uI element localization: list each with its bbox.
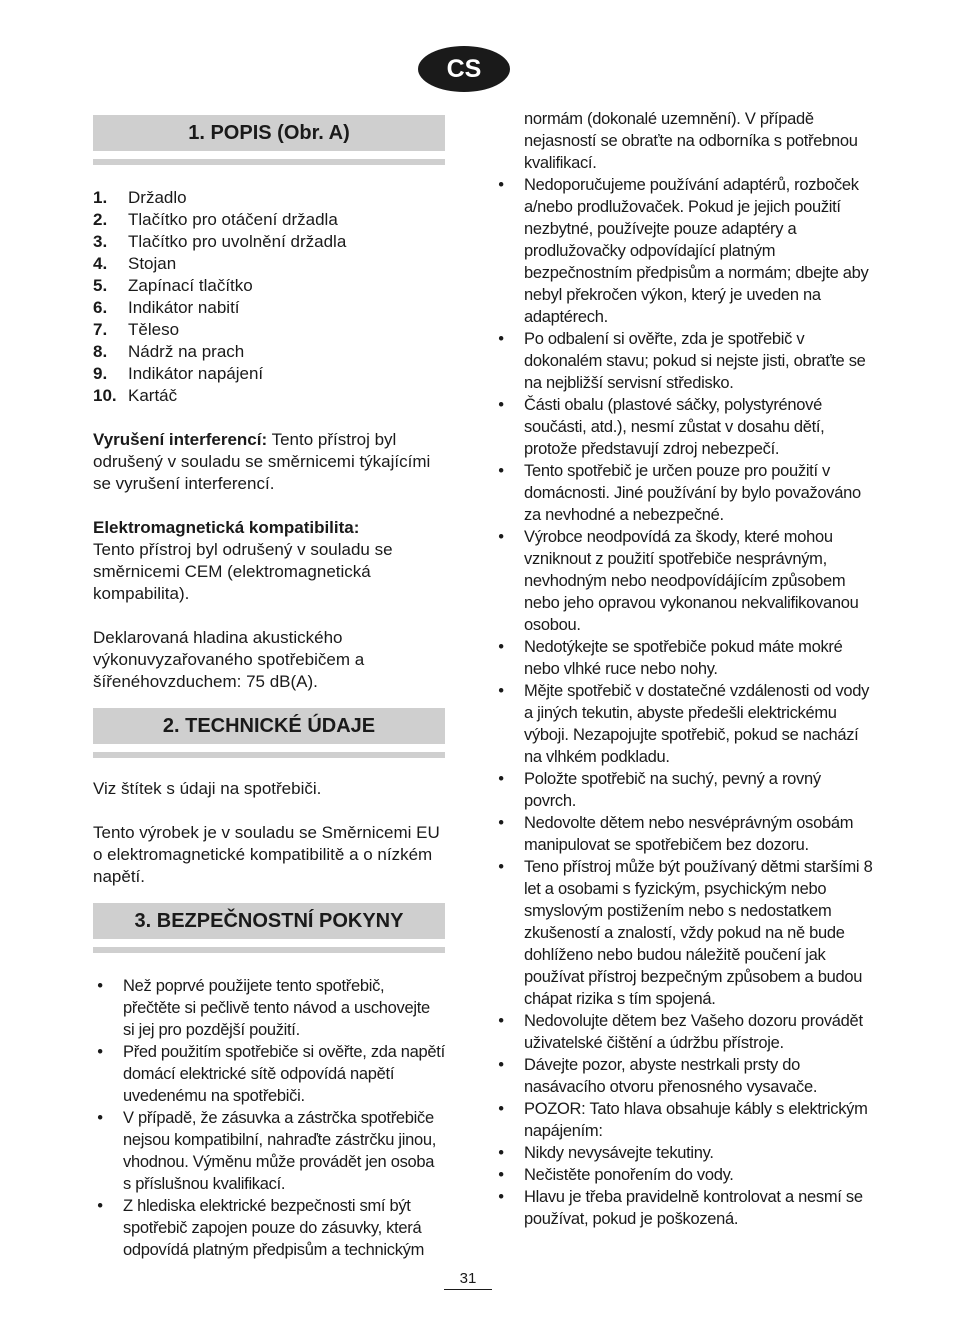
part-number: 3. [93,232,108,251]
bullet-icon: • [97,1197,103,1215]
bullet-icon: • [498,1188,504,1206]
part-number: 8. [93,342,108,361]
part-label: Stojan [128,254,177,273]
bullet-icon: • [97,1109,103,1127]
bullet-icon: • [498,1056,504,1074]
list-item [93,231,445,253]
part-number: 5. [93,276,108,295]
bullet-icon: • [498,1144,504,1162]
part-label: Tlačítko pro uvolnění držadla [128,232,347,251]
list-item [93,341,445,363]
list-item [93,385,445,407]
bullet-icon: • [498,638,504,656]
part-label: Kartáč [128,386,178,405]
part-label: Těleso [128,320,180,339]
list-item-continuation: normám (dokonalé uzemnění). V případě nejasností se obraťte na odborníka s potřebnou kvalifikací. [524,110,858,172]
list-item: • Než poprvé použijete tento spotřebič, přečtěte si pečlivě tento návod a uschovejte si jej pro pozdější použití. [93,975,445,1041]
right-column [494,108,874,1230]
list-item: • Tento spotřebič je určen pouze pro použití v domácnosti. Jiné používání by bylo považováno za nevhodné a nebezpečné. [494,460,874,526]
list-item [93,275,445,297]
bullet-icon: • [498,462,504,480]
part-number: 2. [93,210,108,229]
bullet-icon: • [97,977,103,995]
part-number: 1. [93,188,108,207]
part-number: 10. [93,386,117,405]
interference-label: Vyrušení interferencí: [93,430,268,449]
list-item [93,209,445,231]
bullet-icon: • [498,682,504,700]
part-label: Indikátor nabití [128,298,240,317]
part-number: 7. [93,320,108,339]
part-number: 4. [93,254,108,273]
section-title-technicke: 2. TECHNICKÉ ÚDAJE [93,708,445,744]
list-item: • Položte spotřebič na suchý, pevný a rovný povrch. [494,768,874,812]
part-label: Nádrž na prach [128,342,245,361]
list-item [93,363,445,385]
list-item: • Z hlediska elektrické bezpečnosti smí být spotřebič zapojen pouze do zásuvky, která odpovídá platným předpisům a technickým [93,1195,445,1261]
list-item: • Nečistěte ponořením do vody. [494,1164,874,1186]
emc-label: Elektromagnetická kompatibilita: [93,518,360,537]
bullet-icon: • [97,1043,103,1061]
safety-list-left [93,975,445,1261]
list-item: • Mějte spotřebič v dostatečné vzdálenosti od vody a jiných tekutin, abyste předešli elektrickému výboji. Nezapojujte spotřebič, pokud se nachází na vlhkém podkladu. [494,680,874,768]
emc-text: Tento přístroj byl odrušený v souladu se směrnicemi CEM (elektromagnetická kompabilita). [93,540,393,603]
language-badge: CS [418,46,510,92]
list-item: • Nikdy nevysávejte tekutiny. [494,1142,874,1164]
page-number-underline [444,1289,492,1290]
bullet-icon: • [498,176,504,194]
list-item [93,297,445,319]
part-label: Indikátor napájení [128,364,264,383]
list-item: • Části obalu (plastové sáčky, polystyrénové součásti, atd.), nesmí zůstat v dosahu dětí, protože představují zdroj nebezpečí. [494,394,874,460]
page-number: 31 [459,1270,477,1287]
bullet-icon: • [498,770,504,788]
section-title-bezpecnost: 3. BEZPEČNOSTNÍ POKYNY [93,903,445,939]
bullet-icon: • [498,330,504,348]
bullet-icon: • [498,1012,504,1030]
list-item: • Teno přístroj může být používaný dětmi staršími 8 let a osobami s fyzickým, psychickým nebo smyslovým postižením nebo s nedostatkem zkušeností a znalostí, vždy pokud na ně bude dohlíženo nebo budou náležitě poučení jak používat přístroj bezpečným způsobem a budou chápat rizika s tím spojená. [494,856,874,1010]
section-rule [93,159,445,165]
part-label: Zapínací tlačítko [128,276,253,295]
parts-list [93,187,445,407]
list-item: • Výrobce neodpovídá za škody, které mohou vzniknout z použití spotřebiče nesprávným, nevhodným nebo neodpovídájícím způsobem nebo jeho opravou vykonanou nekvalifikovanou osobou. [494,526,874,636]
left-column [93,115,445,1261]
technicke-paragraph-1: Viz štítek s údaji na spotřebiči. [93,779,322,798]
list-item: • Nedoporučujeme používání adaptérů, rozboček a/nebo prodlužovaček. Pokud je jejich použití nezbytné, používejte pouze adaptéry a prodlužovačky odpovídající platným bezpečnostním předpisům a normám; dbejte aby nebyl překročen výkon, který je uveden na adaptérech. [494,174,874,328]
safety-list-right [494,108,874,1230]
list-item: • Dávejte pozor, abyste nestrkali prsty do nasávacího otvoru přenosného vysavače. [494,1054,874,1098]
bullet-icon: • [498,396,504,414]
list-item [93,253,445,275]
list-item: • Nedotýkejte se spotřebiče pokud máte mokré nebo vlhké ruce nebo nohy. [494,636,874,680]
section-title-popis: 1. POPIS (Obr. A) [93,115,445,151]
technicke-paragraph-2: Tento výrobek je v souladu se Směrnicemi EU o elektromagnetické kompatibilitě a o nízkém napětí. [93,823,440,886]
bullet-icon: • [498,1100,504,1118]
list-item: • Nedovolujte dětem bez Vašeho dozoru provádět uživatelské čištění a údržbu přístroje. [494,1010,874,1054]
bullet-icon: • [498,528,504,546]
part-label: Tlačítko pro otáčení držadla [128,210,338,229]
list-item: • Po odbalení si ověřte, zda je spotřebič v dokonalém stavu; pokud si nejste jisti, obraťte se na nejbližší servisní středisko. [494,328,874,394]
bullet-icon: • [498,858,504,876]
list-item: • V případě, že zásuvka a zástrčka spotřebiče nejsou kompatibilní, nahraďte zástrčku jinou, vhodnou. Výměnu může provádět jen osoba s příslušnou kvalifikací. [93,1107,445,1195]
list-item: • Hlavu je třeba pravidelně kontrolovat a nesmí se používat, pokud je poškozená. [494,1186,874,1230]
interference-text: Tento přístroj byl odrušený v souladu se směrnicemi týkajícími se vyrušení interferencí. [93,430,431,493]
noise-paragraph: Deklarovaná hladina akustického výkonuvyzařovaného spotřebičem a šířenéhovzduchem: 75 dB(A). [93,628,365,691]
bullet-icon: • [498,814,504,832]
interference-paragraph [93,429,445,495]
part-number: 9. [93,364,108,383]
list-item [93,319,445,341]
list-item: • Před použitím spotřebiče si ověřte, zda napětí domácí elektrické sítě odpovídá napětí uvedenému na spotřebiči. [93,1041,445,1107]
list-item: • POZOR: Tato hlava obsahuje kábly s elektrickým napájením: [494,1098,874,1142]
part-label: Držadlo [128,188,187,207]
bullet-icon: • [498,1166,504,1184]
list-item [93,187,445,209]
part-number: 6. [93,298,108,317]
list-item: • Nedovolte dětem nebo nesvéprávným osobám manipulovat se spotřebičem bez dozoru. [494,812,874,856]
